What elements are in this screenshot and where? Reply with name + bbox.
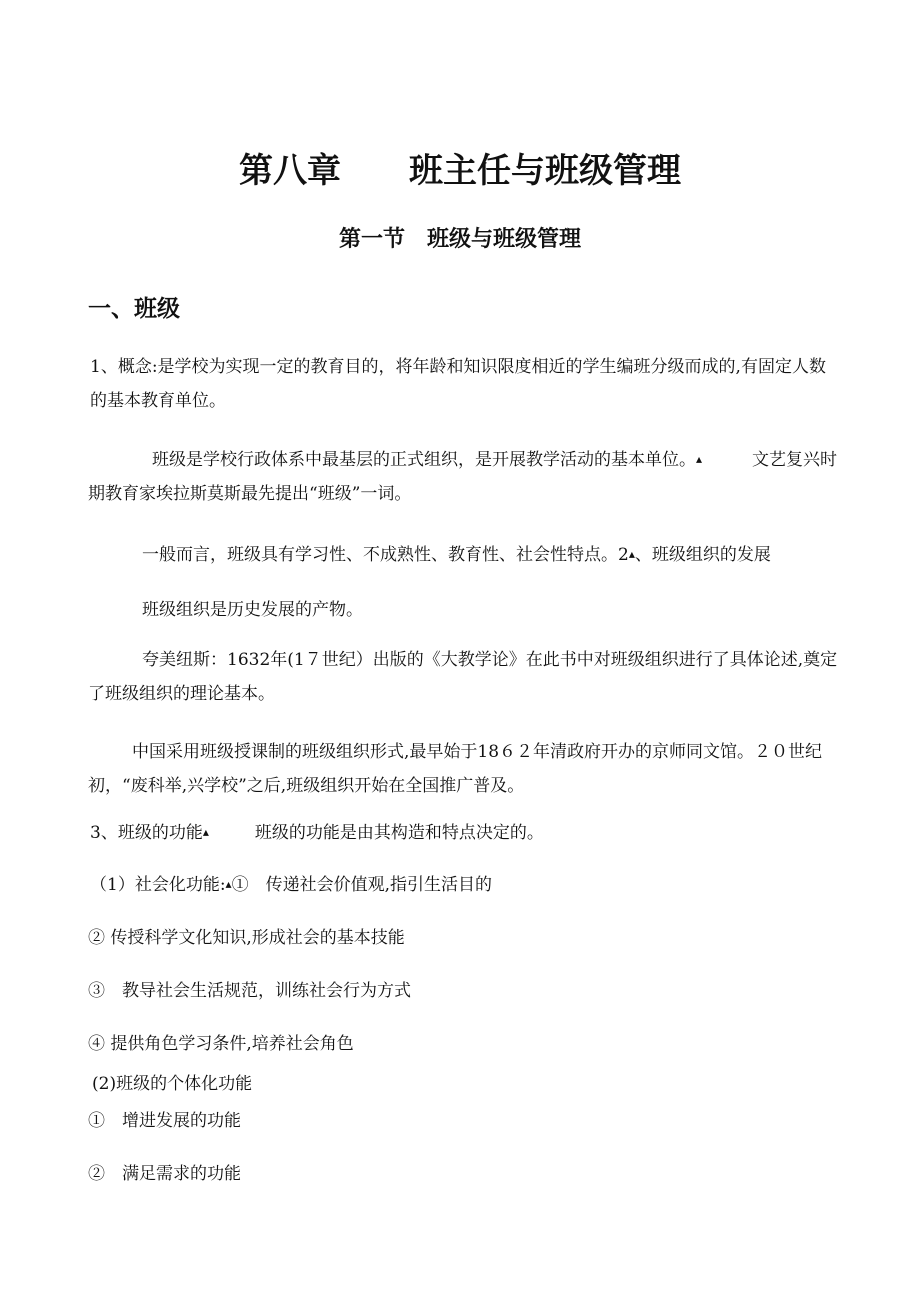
- paragraph-text: 一般而言，班级具有学习性、不成熟性、教育性、社会性特点。2: [142, 545, 629, 565]
- paragraph-text: 班级是学校行政体系中最基层的正式组织，是开展教学活动的基本单位。: [152, 450, 696, 470]
- paragraph-text: 夸美纽斯：1632年(1７世纪）出版的《大教学论》在此书中对班级组织进行了具体论述,奠定了班级组织的理论基本。: [88, 650, 838, 704]
- list-item: ② 传授科学文化知识,形成社会的基本技能: [88, 928, 405, 948]
- section-name: 班级与班级管理: [427, 227, 582, 252]
- marker-icon: ▴: [202, 825, 209, 839]
- paragraph-text: ① 传递社会价值观,指引生活目的: [231, 875, 492, 895]
- marker-icon: ▴: [628, 547, 635, 561]
- paragraph-text: 文艺复兴时期教育家埃拉斯莫斯最先提出“班级”一词。: [88, 450, 838, 504]
- paragraph-individualization: (2)班级的个体化功能: [92, 1074, 253, 1094]
- paragraph-comenius: [88, 643, 840, 711]
- marker-icon: ▴: [225, 877, 232, 891]
- chapter-title: [0, 143, 920, 192]
- list-item: ② 满足需求的功能: [88, 1164, 241, 1184]
- paragraph-concept: 1、概念:是学校为实现一定的教育目的，将年龄和知识限度相近的学生编班分级而成的,有固定人数的基本教育单位。: [90, 357, 826, 411]
- paragraph-text: 、班级组织的发展: [634, 545, 771, 565]
- heading-class: 一、班级: [88, 296, 180, 322]
- paragraph-text: 班级的功能是由其构造和特点决定的。: [254, 823, 544, 843]
- paragraph-features: [142, 540, 771, 565]
- paragraph-text: 3、班级的功能: [90, 823, 203, 843]
- paragraph-functions: [90, 818, 544, 843]
- section-title: [0, 222, 920, 253]
- list-item: ③ 教导社会生活规范，训练社会行为方式: [88, 981, 411, 1001]
- chapter-name: 班主任与班级管理: [409, 151, 681, 191]
- chapter-number: 第八章: [239, 151, 341, 191]
- paragraph-china: [88, 735, 840, 803]
- list-item: ① 增进发展的功能: [88, 1111, 241, 1131]
- marker-icon: ▴: [696, 452, 703, 466]
- section-number: 第一节: [338, 227, 405, 252]
- paragraph-socialization: [90, 870, 492, 895]
- paragraph-text: 中国采用班级授课制的班级组织形式,最早始于18６２年清政府开办的京师同文馆。２０世纪初，“废科举,兴学校”之后,班级组织开始在全国推广普及。: [88, 742, 823, 796]
- paragraph-class-definition: [88, 442, 840, 511]
- paragraph-text: （1）社会化功能:: [90, 875, 226, 895]
- list-item: ④ 提供角色学习条件,培养社会角色: [88, 1034, 354, 1054]
- paragraph-history: 班级组织是历史发展的产物。: [142, 600, 363, 620]
